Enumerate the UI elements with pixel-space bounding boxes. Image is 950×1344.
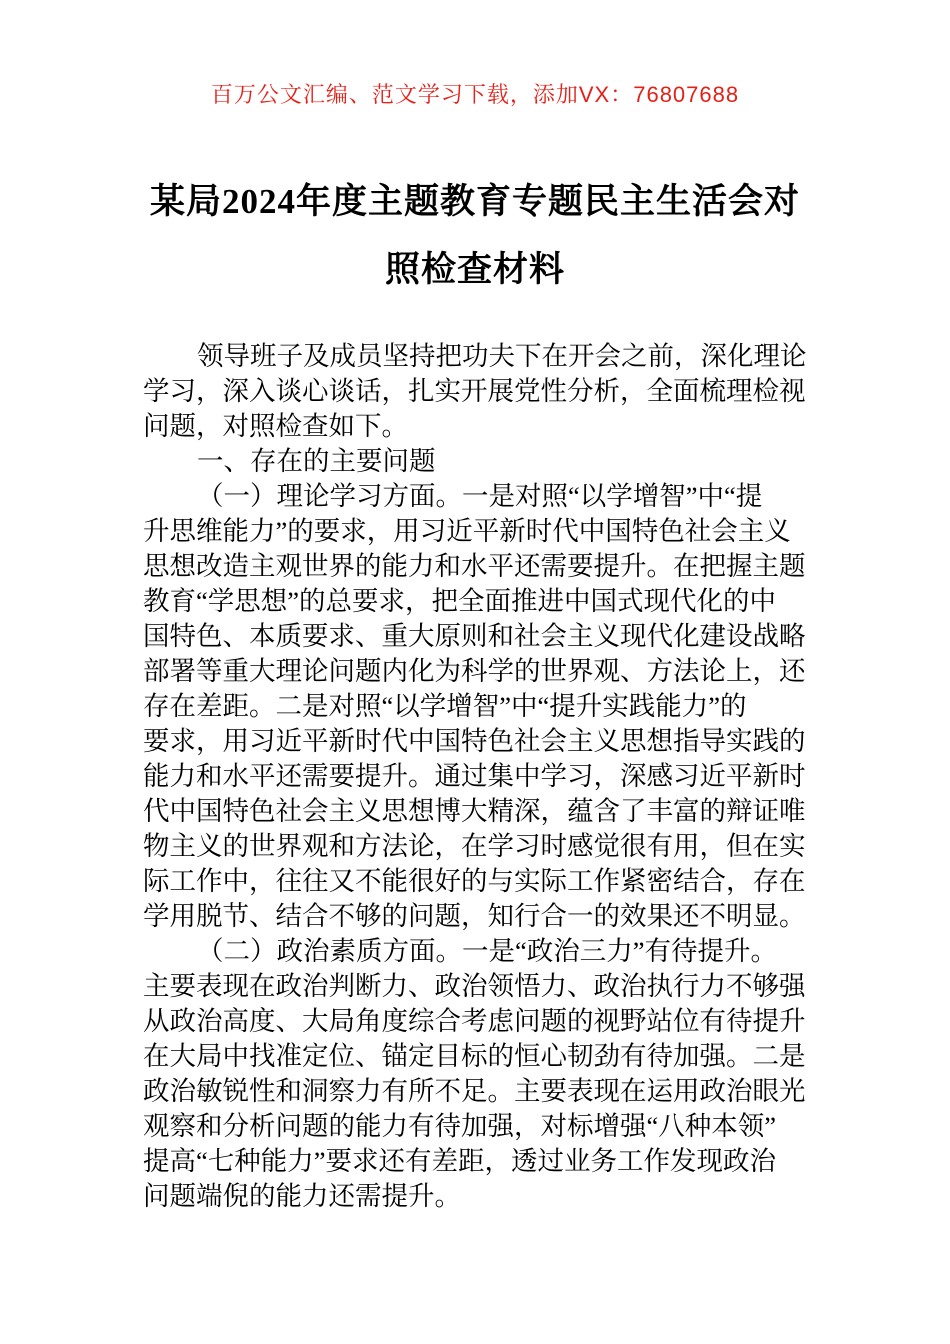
document-title-line-2: 照检查材料 [384,250,565,289]
body-line: 物主义的世界观和方法论，在学习时感觉很有用，但在实 [143,831,806,861]
body-line: 学习，深入谈心谈话，扎实开展党性分析，全面梳理检视 [143,376,806,406]
body-line: 问题，对照检查如下。 [143,411,408,441]
body-line: 要求，用习近平新时代中国特色社会主义思想指导实践的 [143,726,806,756]
body-line: 教育“学思想”的总要求，把全面推进中国式现代化的中 [143,586,777,616]
body-line: 问题端倪的能力还需提升。 [143,1181,461,1211]
body-line: 政治敏锐性和洞察力有所不足。主要表现在运用政治眼光 [143,1076,806,1106]
body-line: 提高“七种能力”要求还有差距，透过业务工作发现政治 [143,1146,777,1176]
promo-watermark: 百万公文汇编、范文学习下载，添加VX：76807688 [210,82,740,107]
body-line: 能力和水平还需要提升。通过集中学习，深感习近平新时 [143,761,806,791]
body-line: 从政治高度、大局角度综合考虑问题的视野站位有待提升 [143,1006,806,1036]
body-line: （一）理论学习方面。一是对照“以学增智”中“提 [197,481,763,511]
document-title-line-1: 某局2024年度主题教育专题民主生活会对 [149,182,800,221]
body-line: 主要表现在政治判断力、政治领悟力、政治执行力不够强 [143,971,806,1001]
body-line: 国特色、本质要求、重大原则和社会主义现代化建设战略 [143,621,806,651]
document-title [0,168,950,304]
body-line: 在大局中找准定位、锚定目标的恒心韧劲有待加强。二是 [143,1041,806,1071]
body-line: 思想改造主观世界的能力和水平还需要提升。在把握主题 [143,551,806,581]
body-line: 升思维能力”的要求，用习近平新时代中国特色社会主义 [143,516,791,546]
body-line: 际工作中，往往又不能很好的与实际工作紧密结合，存在 [143,866,806,896]
body-line: （二）政治素质方面。一是“政治三力”有待提升。 [197,936,778,966]
document-body [143,339,807,1214]
body-line: 学用脱节、结合不够的问题，知行合一的效果还不明显。 [143,901,806,931]
section-heading: 一、存在的主要问题 [197,446,436,476]
body-line: 观察和分析问题的能力有待加强，对标增强“八种本领” [143,1111,777,1141]
body-line: 部署等重大理论问题内化为科学的世界观、方法论上，还 [143,656,806,686]
body-line: 存在差距。二是对照“以学增智”中“提升实践能力”的 [143,691,747,721]
body-line: 领导班子及成员坚持把功夫下在开会之前，深化理论 [197,341,807,371]
body-line: 代中国特色社会主义思想博大精深，蕴含了丰富的辩证唯 [143,796,806,826]
